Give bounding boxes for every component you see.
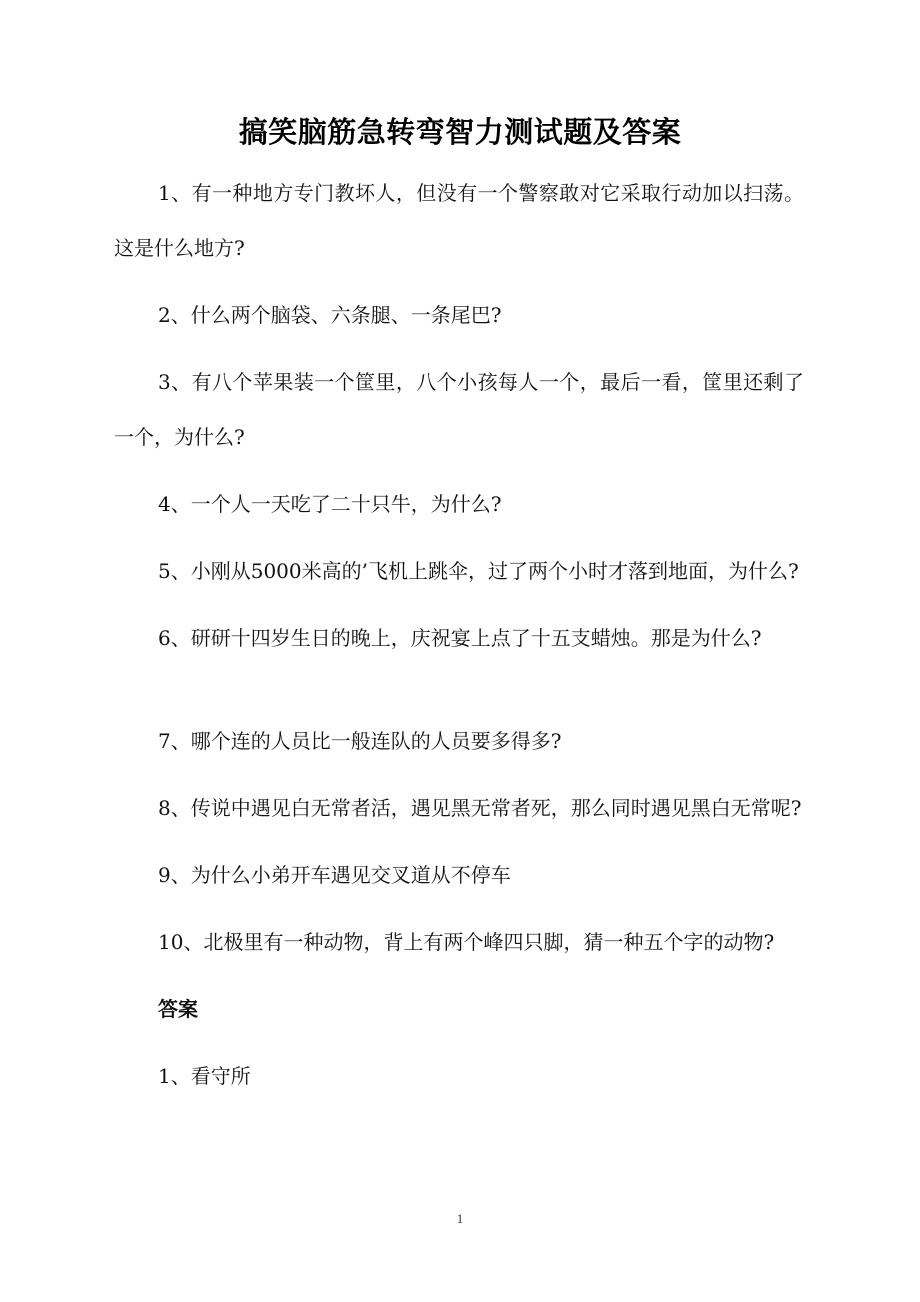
question-2: 2、什么两个脑袋、六条腿、一条尾巴?: [158, 303, 502, 327]
question-4: 4、一个人一天吃了二十只牛，为什么?: [158, 492, 502, 516]
question-6: 6、研研十四岁生日的晚上，庆祝宴上点了十五支蜡烛。那是为什么?: [158, 626, 762, 650]
question-8: 8、传说中遇见白无常者活，遇见黑无常者死，那么同时遇见黑白无常呢?: [158, 796, 802, 820]
document-title: 搞笑脑筋急转弯智力测试题及答案: [238, 115, 682, 149]
page-number: 1: [456, 1211, 464, 1226]
question-5: 5、小刚从5000米高的’飞机上跳伞，过了两个小时才落到地面，为什么?: [158, 559, 799, 583]
question-10: 10、北极里有一种动物，背上有两个峰四只脚，猜一种五个字的动物?: [158, 930, 775, 954]
question-9: 9、为什么小弟开车遇见交叉道从不停车: [158, 863, 511, 887]
question-3: 3、有八个苹果装一个筐里，八个小孩每人一个，最后一看，筐里还剩了一个，为什么?: [114, 370, 804, 449]
document-body: [114, 166, 804, 1116]
answers-heading: 答案: [158, 997, 198, 1021]
question-1: 1、有一种地方专门教坏人，但没有一个警察敢对它采取行动加以扫荡。这是什么地方?: [114, 181, 804, 260]
answer-1: 1、看守所: [158, 1064, 251, 1088]
question-7: 7、哪个连的人员比一般连队的人员要多得多?: [158, 729, 562, 753]
